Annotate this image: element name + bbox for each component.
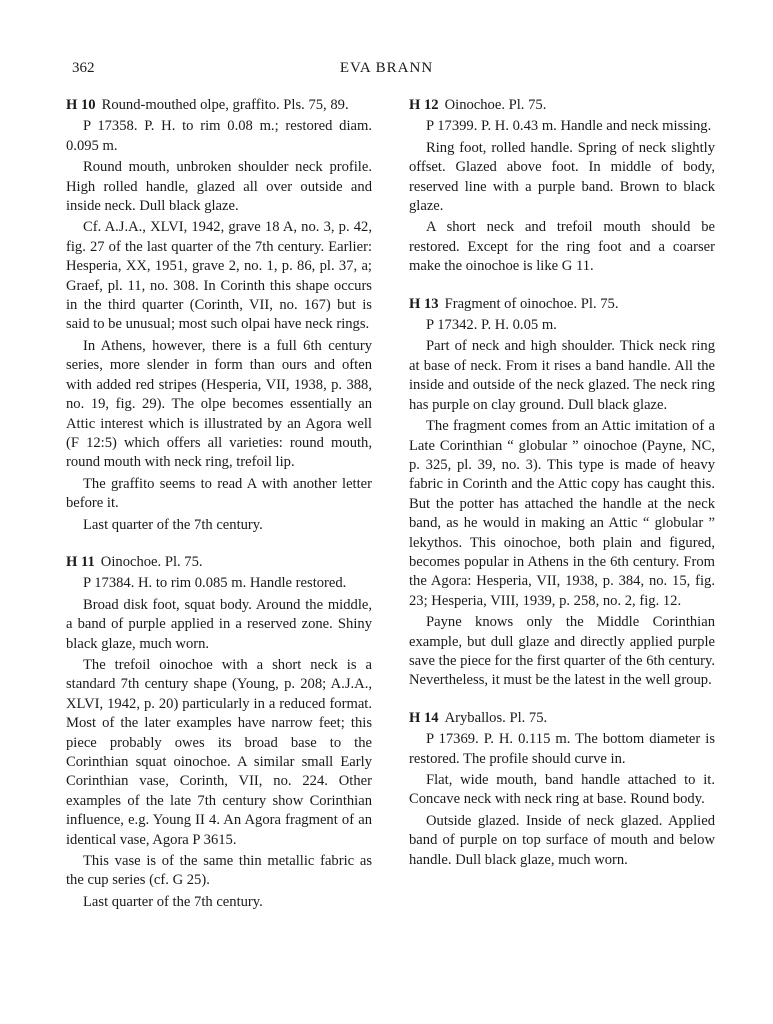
entry-heading [409, 96, 715, 115]
entry-paragraph: Outside glazed. Inside of neck glazed. Applied band of purple on top surface of mouth and below handle. Dull black glaze, much worn. [409, 812, 715, 868]
catalogue-entry-h10 [66, 96, 372, 535]
left-column [66, 96, 372, 930]
entry-paragraph: In Athens, however, there is a full 6th century series, more slender in form than ours and often with added red stripes (Hesperia, VII, 1938, p. 388, no. 19, fig. 29). The olpe becomes essentially an Attic interest which is illustrated by an Agora well (F 12:5) which offers all varieties: round mouth, round mouth with neck ring, trefoil lip. [66, 337, 372, 471]
entry-paragraph: P 17342. P. H. 0.05 m. [426, 317, 557, 334]
entry-paragraph: Part of neck and high shoulder. Thick neck ring at base of neck. From it rises a band handle. All the inside and outside of the neck glazed. The neck ring has purple on clay ground. Dull black glaze. [409, 338, 715, 413]
entry-title: Oinochoe. Pl. 75. [100, 553, 203, 570]
entry-paragraph: P 17384. H. to rim 0.085 m. Handle restored. [83, 575, 347, 592]
entry-number: H 10 [66, 97, 96, 113]
entry-paragraph: A short neck and trefoil mouth should be restored. Except for the ring foot and a coarser make the oinochoe is like G 11. [409, 219, 715, 275]
entry-number: H 12 [409, 97, 439, 113]
entry-paragraph: Last quarter of the 7th century. [83, 893, 263, 910]
catalogue-entry-h11 [66, 553, 372, 912]
entry-paragraph: Payne knows only the Middle Corinthian example, but dull glaze and directly applied purple save the piece for the first quarter of the 6th century. Nevertheless, it must be the latest in the well group. [409, 614, 715, 689]
catalogue-entry-h12 [409, 96, 715, 277]
entry-heading [66, 96, 372, 115]
entry-paragraph: The fragment comes from an Attic imitation of a Late Corinthian “ globular ” oinochoe (Payne, NC, p. 325, pl. 39, no. 3). This type is made of heavy fabric in Corinth and the Attic copy has caught this. But the potter has attached the handle at the neck band, as he would in making an Attic “ globular ” lekythos. This oinochoe, both plain and figured, becomes popular in Athens in the 6th century. From the Agora: Hesperia, VII, 1938, p. 384, no. 15, fig. 23; Hesperia, VIII, 1939, p. 258, no. 2, fig. 12. [409, 418, 715, 609]
entry-paragraph: P 17358. P. H. to rim 0.08 m.; restored diam. 0.095 m. [66, 118, 372, 154]
entry-paragraph: P 17369. P. H. 0.115 m. The bottom diameter is restored. The profile should curve in. [409, 731, 715, 767]
catalogue-entry-h14 [409, 709, 715, 870]
entry-paragraph: The trefoil oinochoe with a short neck is a standard 7th century shape (Young, p. 208; A.J.A., XLVI, 1942, p. 20) particularly in a reduced format. Most of the later examples have narrow feet; this piece probably owes its broad base to the Corinthian squat oinochoe. A similar small Early Corinthian vase, Corinth, VII, no. 224. Other examples of the late 7th century show Corinthian influence, e.g. Young II 4. An Agora fragment of an identical vase, Agora P 3615. [66, 656, 372, 848]
right-column [409, 96, 715, 888]
entry-heading [409, 295, 715, 314]
entry-paragraph: Last quarter of the 7th century. [83, 516, 263, 533]
page-number: 362 [72, 60, 95, 76]
entry-paragraph: Round mouth, unbroken shoulder neck profile. High rolled handle, glazed all over outside and inside neck. Dull black glaze. [66, 159, 372, 215]
entry-title: Oinochoe. Pl. 75. [444, 97, 547, 113]
entry-paragraph: The graffito seems to read A with another letter before it. [66, 475, 372, 512]
entry-paragraph: Ring foot, rolled handle. Spring of neck slightly offset. Glazed above foot. In middle of body, reserved line with a purple band. Brown to black glaze. [409, 139, 715, 215]
entry-title: Round-mouthed olpe, graffito. Pls. 75, 89. [101, 97, 349, 113]
entry-paragraph: P 17399. P. H. 0.43 m. Handle and neck missing. [426, 118, 712, 135]
entry-paragraph: Broad disk foot, squat body. Around the middle, a band of purple applied in a reserved zone. Shiny black glaze, much worn. [66, 596, 372, 652]
entry-title: Fragment of oinochoe. Pl. 75. [444, 295, 619, 312]
entry-heading [409, 709, 715, 728]
entry-paragraph: This vase is of the same thin metallic fabric as the cup series (cf. G 25). [66, 853, 372, 889]
entry-number: H 13 [409, 295, 439, 312]
entry-number: H 14 [409, 709, 439, 726]
entry-title: Aryballos. Pl. 75. [444, 709, 548, 726]
entry-paragraph: Cf. A.J.A., XLVI, 1942, grave 18 A, no. 3, p. 42, fig. 27 of the last quarter of the 7th century. Earlier: Hesperia, XX, 1951, grave 2, no. 1, p. 86, pl. 37, a; Graef, pl. 11, no. 308. In Corinth this shape occurs in the third quarter (Corinth, VII, no. 167) but is said to be unusual; most such olpai have neck rings. [66, 219, 372, 333]
catalogue-entry-h13 [409, 295, 715, 691]
entry-heading [66, 553, 372, 572]
entry-paragraph: Flat, wide mouth, band handle attached to it. Concave neck with neck ring at base. Round body. [409, 772, 715, 808]
running-head: EVA BRANN [339, 60, 434, 76]
entry-number: H 11 [66, 553, 95, 570]
